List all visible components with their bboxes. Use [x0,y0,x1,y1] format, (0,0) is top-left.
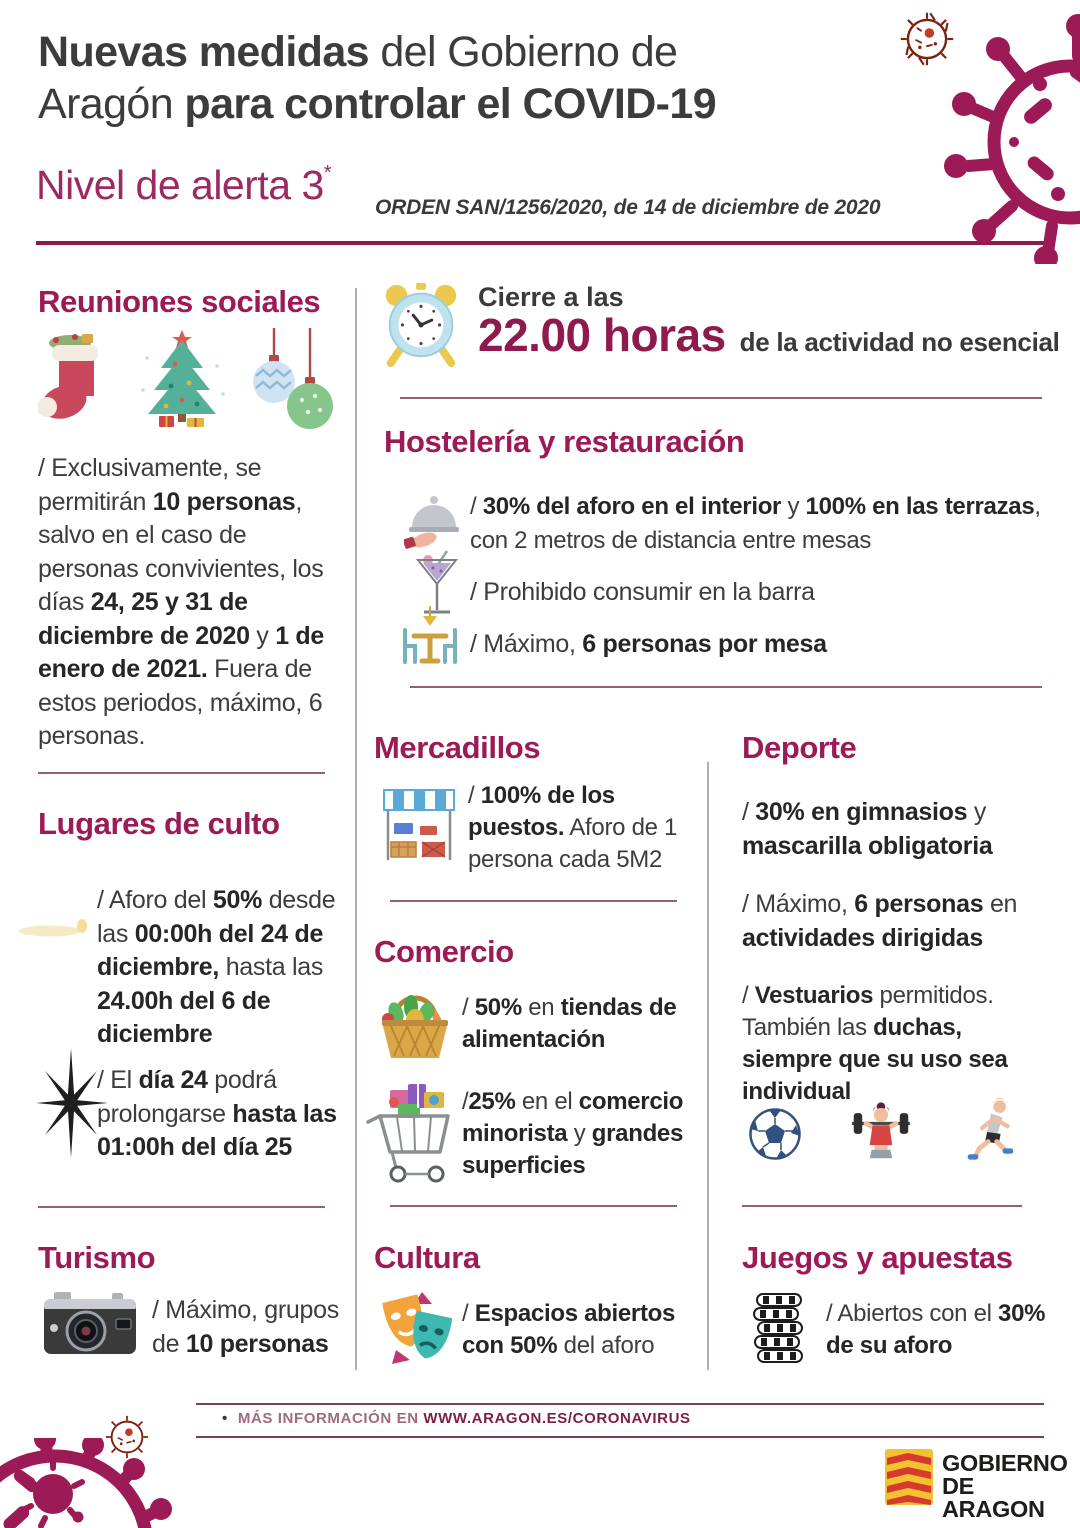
aragon-flag-icon [884,1448,934,1506]
divider [196,1436,1044,1438]
section-title-culto: Lugares de culto [38,806,280,841]
cloche-icon [404,486,464,550]
theater-masks-icon [376,1290,460,1368]
camera-icon [42,1286,140,1360]
divider [390,900,677,902]
turismo-bullet: / Máximo, grupos de 10 personas [152,1296,339,1358]
section-title-turismo: Turismo [38,1240,156,1275]
logo-line-2: DE ARAGON [942,1473,1045,1523]
divider [38,772,325,774]
comercio-bullet-2: /25% en el comercio minorista y grandes superficies [462,1088,684,1180]
divider [400,397,1042,399]
christmas-tree-icon [135,328,230,433]
divider [38,1206,325,1208]
cierre-time: 22.00 horas [478,309,726,361]
christmas-icons [38,328,337,433]
section-title-comercio: Comercio [374,934,514,969]
food-basket-icon [376,988,454,1064]
hosteleria-bullet-1: / 30% del aforo en el interior y 100% en las terrazas, con 2 metros de distancia entre mesas [470,493,1041,555]
virus-large-icon [930,14,1080,264]
divider [196,1403,1044,1405]
runner-icon [960,1098,1018,1162]
christmas-ornaments-icon [252,328,337,433]
cierre-label: Cierre a las [478,282,624,312]
comercio-bullet-1: / 50% en tiendas de alimentación [462,994,677,1054]
reuniones-paragraph: / Exclusivamente, se permitirán 10 personas, salvo en el caso de personas convivientes, los días 24, 25 y 31 de diciembre de 2020 y 1 de enero de 2021. Fuera de estos periodos, máximo, 6 personas. [38,454,325,750]
cultura-bullet: / Espacios abiertos con 50% del aforo [462,1300,676,1360]
hosteleria-bullet-2: / Prohibido consumir en la barra [470,578,815,606]
gobierno-aragon-logo [942,1452,1080,1521]
divider [742,1205,1022,1207]
mercadillos-bullet: / 100% de los puestos. Aforo de 1 persona cada 5M2 [468,782,678,874]
virus-small-icon [102,1412,152,1462]
cierre-line [478,308,1060,362]
alarm-clock-icon [380,278,462,368]
page-title: Nuevas medidas del Gobierno de Aragón para controlar el COVID-19 [38,28,717,129]
poker-chips-icon [752,1290,806,1370]
deporte-bullet-3: / Vestuarios permitidos. También las duchas, siempre que su uso sea individual [742,982,1008,1106]
footer-info [222,1410,691,1427]
deporte-bullet-1: / 30% en gimnasios y mascarilla obligatoria [742,798,993,860]
cierre-suffix: de la actividad no esencial [739,327,1060,357]
section-title-hosteleria: Hostelería y restauración [384,424,745,459]
alert-level: Nivel de alerta 3* [36,162,332,208]
culto-bullet-1: / Aforo del 50% desde las 00:00h del 24 de diciembre, hasta las 24.00h del 6 de diciembre [97,886,336,1048]
footer-info-prefix: MÁS INFORMACIÓN EN [237,1410,424,1427]
juegos-bullet: / Abiertos con el 30% de su aforo [826,1300,1046,1360]
shopping-cart-icon [364,1080,464,1190]
divider [390,1205,677,1207]
footer-bullet: • [222,1410,228,1427]
section-title-mercadillos: Mercadillos [374,730,541,765]
section-title-deporte: Deporte [742,730,857,765]
hosteleria-bullet-3: / Máximo, 6 personas por mesa [470,630,827,658]
candle-icon [16,916,92,942]
sport-icons [748,1098,1018,1162]
logo-line-1: GOBIERNO [942,1450,1068,1476]
alert-asterisk: * [323,162,332,184]
weightlifter-icon [848,1100,914,1162]
soccer-ball-icon [748,1106,802,1162]
table-chairs-icon [396,604,464,672]
christmas-stocking-icon [38,328,113,433]
divider [707,762,709,1370]
market-stall-icon [382,786,456,866]
section-title-juegos: Juegos y apuestas [742,1240,1013,1275]
footer-info-url: WWW.ARAGON.ES/CORONAVIRUS [423,1410,691,1427]
section-title-cultura: Cultura [374,1240,480,1275]
section-title-reuniones: Reuniones sociales [38,284,321,319]
culto-bullet-2: / El día 24 podrá prolongarse hasta las 01:00h del día 25 [97,1066,337,1161]
divider [410,686,1042,688]
divider [355,288,357,1370]
deporte-bullet-2: / Máximo, 6 personas en actividades dirigidas [742,890,1018,952]
order-reference: ORDEN SAN/1256/2020, de 14 de diciembre de 2020 [375,196,881,219]
divider [36,241,1044,245]
